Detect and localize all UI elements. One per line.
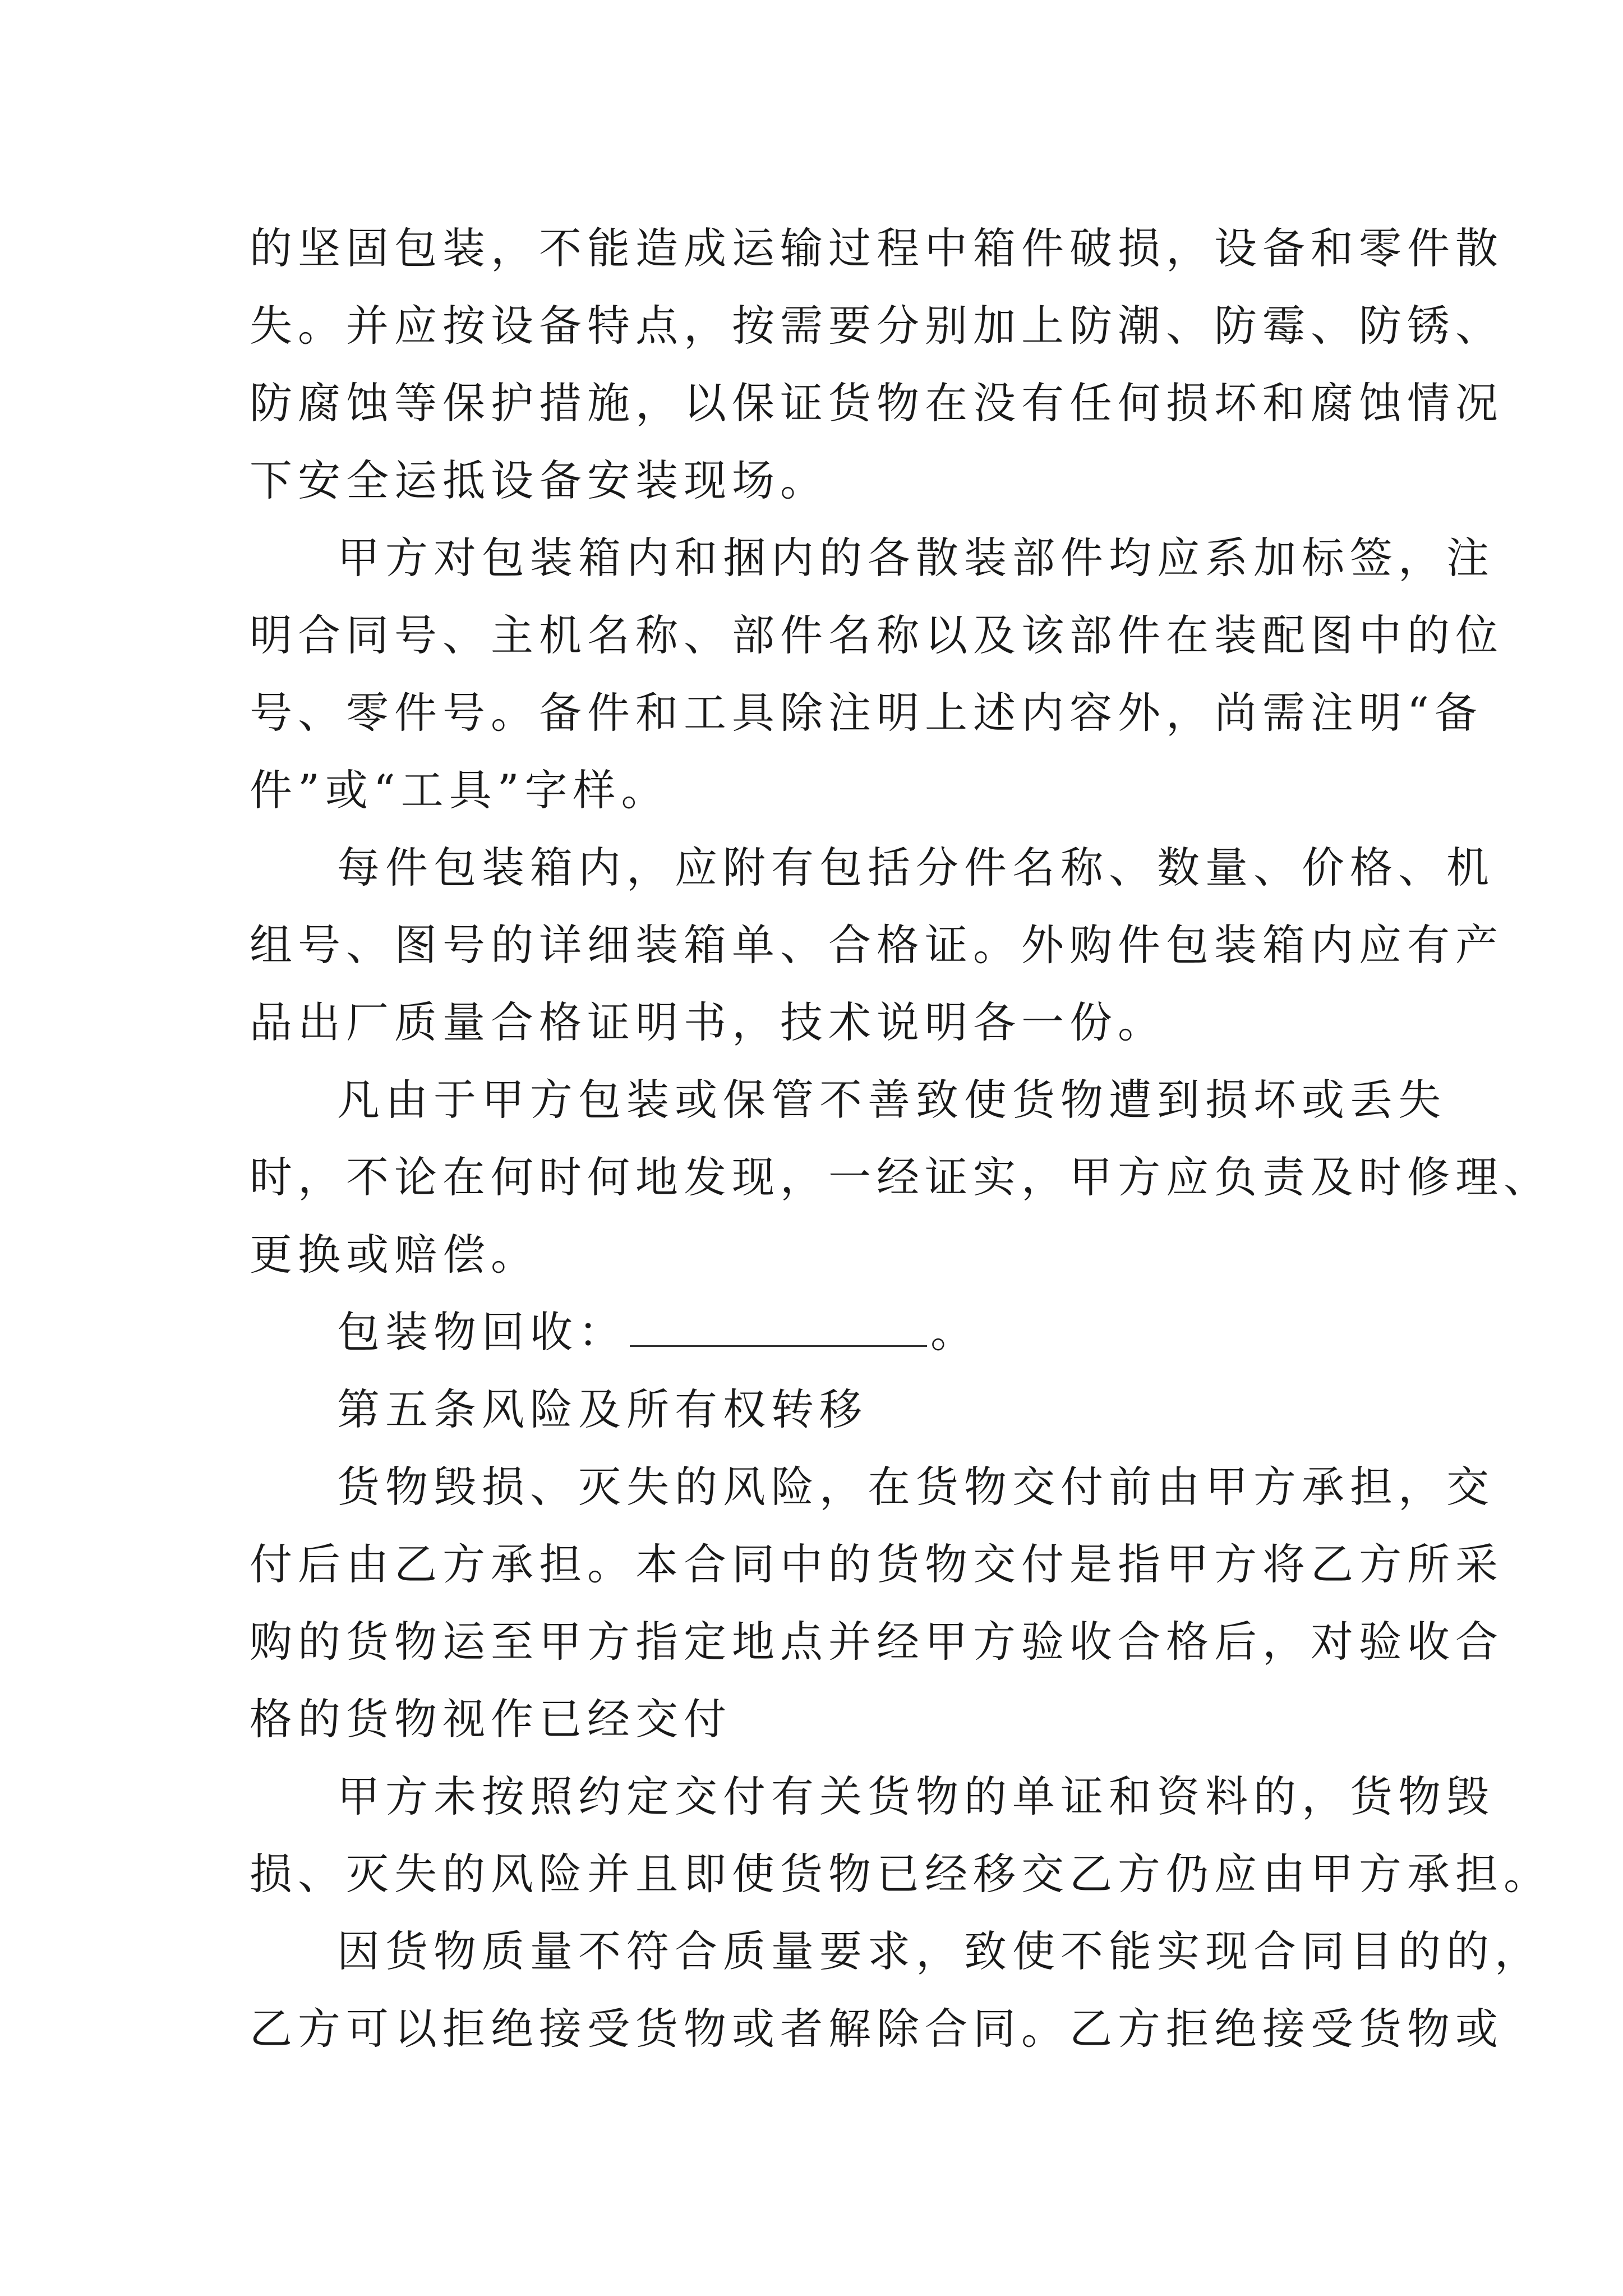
paragraph-start-line: 甲方未按照约定交付有关货物的单证和资料的，货物毁 [337, 1772, 1495, 1821]
text-line: 下安全运抵设备安装现场。 [250, 455, 828, 505]
text-line: 品出厂质量合格证明书，技术说明各一份。 [250, 997, 1166, 1047]
text-line: 明合同号、主机名称、部件名称以及该部件在装配图中的位 [250, 610, 1504, 660]
text-line: 时，不论在何时何地发现，一经证实，甲方应负责及时修理、 [250, 1152, 1552, 1202]
packaging-recovery-label: 包装物回收： [337, 1307, 626, 1357]
text-line: 防腐蚀等保护措施，以保证货物在没有任何损坏和腐蚀情况 [250, 378, 1504, 428]
text-line: 件”或“工具”字样。 [250, 765, 670, 815]
article-heading: 第五条风险及所有权转移 [337, 1384, 868, 1434]
text-line: 格的货物视作已经交付 [250, 1694, 732, 1744]
text-line: 乙方可以拒绝接受货物或者解除合同。乙方拒绝接受货物或 [250, 2004, 1504, 2054]
packaging-recovery-line [250, 1294, 1416, 1371]
text-line: 付后由乙方承担。本合同中的货物交付是指甲方将乙方所采 [250, 1539, 1504, 1589]
text-line: 的坚固包装，不能造成运输过程中箱件破损，设备和零件散 [250, 223, 1504, 273]
paragraph-start-line: 货物毁损、灭失的风险，在货物交付前由甲方承担，交 [337, 1462, 1495, 1512]
paragraph-start-line: 甲方对包装箱内和捆内的各散装部件均应系加标签，注 [337, 533, 1495, 583]
document-body [250, 210, 1552, 2068]
paragraph-start-line: 因货物质量不符合质量要求，致使不能实现合同目的的， [337, 1926, 1543, 1976]
text-line: 损、灭失的风险并且即使货物已经移交乙方仍应由甲方承担。 [250, 1849, 1552, 1899]
text-line: 号、零件号。备件和工具除注明上述内容外，尚需注明“备 [250, 688, 1483, 738]
text-line: 组号、图号的详细装箱单、合格证。外购件包装箱内应有产 [250, 920, 1504, 970]
paragraph-start-line: 凡由于甲方包装或保管不善致使货物遭到损坏或丢失 [337, 1075, 1446, 1125]
sentence-end: 。 [930, 1307, 979, 1357]
text-line: 购的货物运至甲方指定地点并经甲方验收合格后，对验收合 [250, 1617, 1504, 1667]
fill-in-blank[interactable] [630, 1312, 927, 1347]
text-line: 更换或赔偿。 [250, 1230, 539, 1280]
paragraph-start-line: 每件包装箱内，应附有包括分件名称、数量、价格、机 [337, 843, 1495, 892]
text-line: 失。并应按设备特点，按需要分别加上防潮、防霉、防锈、 [250, 301, 1504, 351]
